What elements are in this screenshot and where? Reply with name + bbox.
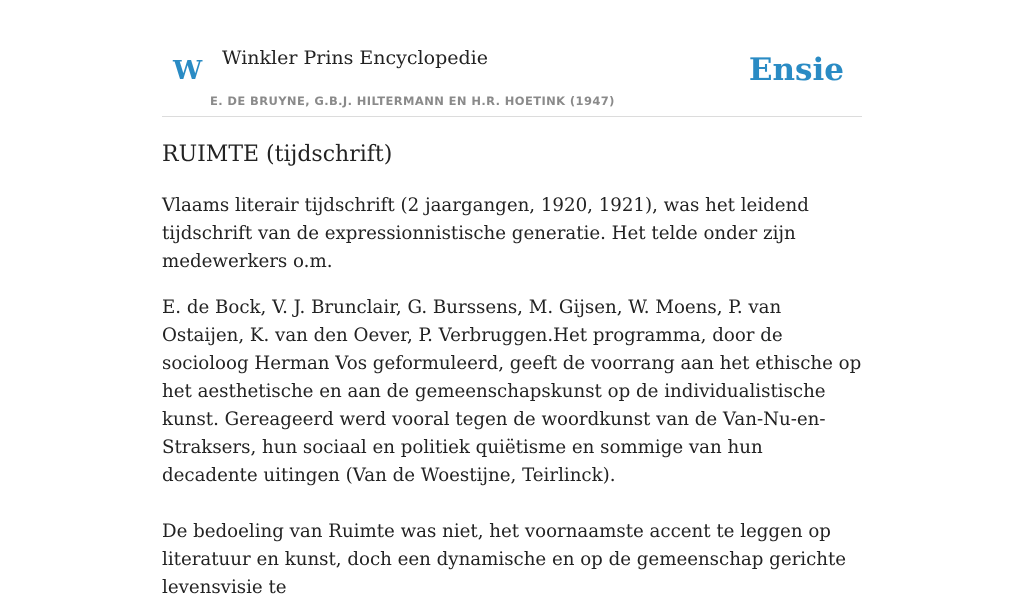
article-title: RUIMTE (tijdschrift) (162, 142, 393, 167)
article-body (162, 140, 862, 602)
publication-title[interactable]: Winkler Prins Encyclopedie (222, 47, 488, 69)
article-paragraph: E. de Bock, V. J. Brunclair, G. Burssens, M. Gijsen, W. Moens, P. van Ostaijen, K. van den Oever, P. Verbruggen.Het programma, door de socioloog Herman Vos geformuleerd, geeft de voorrang aan het ethische op het aesthetische en aan de gemeenschapskunst op de individualistische kunst. Gereageerd werd vooral tegen de woordkunst van de Van-Nu-en-Straksers, hun sociaal en politiek quiëtisme en sommige van hun decadente uitingen (Van de Woestijne, Teirlinck). (162, 297, 862, 486)
article-paragraph: De bedoeling van Ruimte was niet, het voornaamste accent te leggen op literatuur en kunst, doch een dynamische en op de gemeenschap gerichte levensvisie te (162, 521, 847, 598)
winkler-prins-logo[interactable]: W (173, 56, 203, 86)
publication-authors: E. DE BRUYNE, G.B.J. HILTERMANN EN H.R. HOETINK (1947) (210, 94, 615, 108)
site-header (162, 36, 862, 117)
article-paragraph: Vlaams literair tijdschrift (2 jaargangen, 1920, 1921), was het leidend tijdschrift van de expressionnistische generatie. Het telde onder zijn medewerkers o.m. (162, 195, 809, 272)
ensie-logo[interactable]: Ensie (748, 52, 844, 88)
